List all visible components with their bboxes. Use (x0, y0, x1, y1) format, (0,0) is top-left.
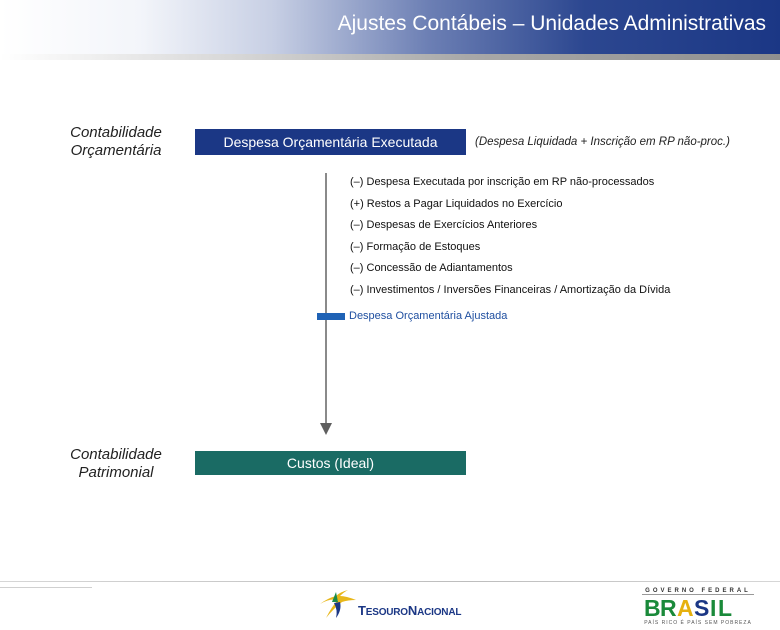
box-custos: Custos (Ideal) (195, 451, 466, 475)
label-line-2: Orçamentária (70, 142, 162, 159)
adjustments-list (350, 176, 670, 305)
list-item: (–) Despesa Executada por inscrição em RP não-processados (350, 176, 655, 188)
adjusted-marker (317, 313, 345, 320)
note-despesa-liquidada: (Despesa Liquidada + Inscrição em RP não-proc.) (475, 136, 730, 148)
label-line-2: Patrimonial (78, 464, 154, 481)
svg-text:S: S (694, 595, 710, 621)
footer-divider (0, 581, 780, 582)
label-despesa-ajustada: Despesa Orçamentária Ajustada (349, 310, 508, 322)
header-divider (0, 54, 780, 60)
tesouro-star-icon (318, 588, 358, 622)
list-item: (–) Formação de Estoques (350, 240, 481, 253)
tesouro-nacional-logo (318, 588, 488, 622)
flow-line (325, 173, 327, 425)
svg-text:L: L (718, 595, 733, 621)
svg-text:I: I (710, 595, 717, 621)
page-title: Ajustes Contábeis – Unidades Administrativas (337, 12, 766, 35)
label-contabilidade-patrimonial (52, 446, 180, 482)
svg-text:R: R (660, 595, 677, 621)
svg-text:B: B (644, 595, 661, 621)
list-item: (–) Investimentos / Inversões Financeiras / Amortização da Dívida (350, 283, 671, 296)
list-item: (–) Despesas de Exercícios Anteriores (350, 219, 538, 231)
list-item: (–) Concessão de Adiantamentos (350, 262, 513, 274)
svg-text:A: A (677, 595, 694, 621)
list-item: (+) Restos a Pagar Liquidados no Exercício (350, 197, 563, 210)
arrow-down-icon (320, 423, 332, 435)
brasil-logo-icon (638, 585, 758, 625)
label-line-1: Contabilidade (70, 446, 162, 463)
governo-federal-brasil-logo (638, 585, 758, 625)
header-bar (0, 0, 780, 54)
label-line-1: Contabilidade (70, 124, 162, 141)
box-despesa-executada: Despesa Orçamentária Executada (195, 129, 466, 155)
svg-text:PAÍS RICO É PAÍS SEM POBREZA: PAÍS RICO É PAÍS SEM POBREZA (644, 620, 752, 625)
label-contabilidade-orcamentaria (52, 124, 180, 160)
tesouro-logo-text: TESOURONACIONAL (358, 603, 462, 618)
footer-divider-short (0, 587, 92, 588)
svg-text:GOVERNO FEDERAL: GOVERNO FEDERAL (645, 588, 751, 594)
